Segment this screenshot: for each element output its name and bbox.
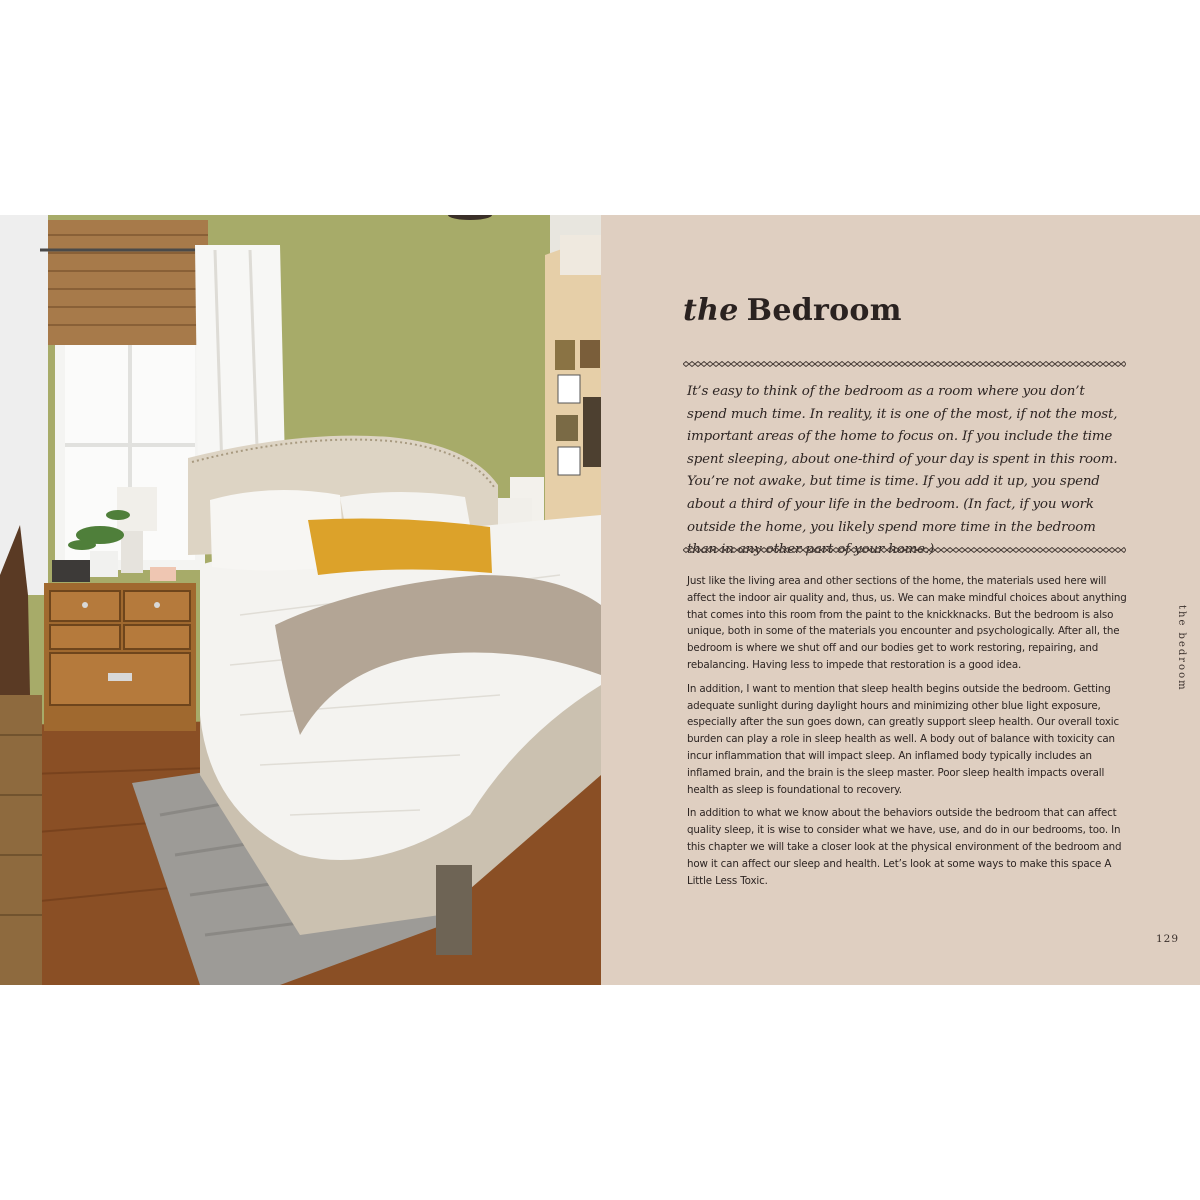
bottom-divider — [683, 547, 1126, 553]
body-paragraph-1: Just like the living area and other sections of the home, the materials used here will affect the indoor air quality and, thus, us. We can make mindful choices about anything that comes into this room from the paint to the knickknacks. But the bedroom is also unique, both in some of the materials you encounter and psychologically. After all, the bedroom is where we shut off and our bodies get to work restoring, repairing, and rebalancing. Having less to impede that restoration is a good idea. — [687, 575, 1127, 671]
body-paragraph-3: In addition to what we know about the behaviors outside the bedroom that can affect quality sleep, it is wise to consider what we have, use, and do in our bedrooms, too. In this chapter we will take a closer look at the physical environment of the bedroom and how it can affect our sleep and health. Let’s look at some ways to make this space A Little Less Toxic. — [687, 807, 1122, 887]
text-page — [601, 215, 1200, 985]
body-paragraph-2: In addition, I want to mention that sleep health begins outside the bedroom. Getting adequate sunlight during daylight hours and minimizing other blue light exposure, especially after the sun goes down, can greatly support sleep health. Our overall toxic burden can play a role in sleep health as well. A body out of balance with toxicity can incur inflammation that will impact sleep. An inflamed body typically includes an inflamed brain, and the brain is the sleep master. Poor sleep health impacts overall health as sleep is foundational to recovery. — [687, 682, 1119, 796]
book-spread — [0, 215, 1200, 985]
bedroom-photo — [0, 215, 601, 985]
title-italic: the — [683, 293, 739, 328]
running-head: the bedroom — [1176, 605, 1187, 692]
page-title — [683, 293, 902, 328]
body-text — [687, 573, 1127, 896]
top-divider — [683, 361, 1126, 367]
intro-paragraph: It’s easy to think of the bedroom as a room where you don’t spend much time. In reality, it is one of the most, if not the most, important areas of the home to focus on. If you include the time spent sleeping, about one-third of your day is spent in this room. You’re not awake, but time is time. If you add it up, you spend about a third of your life in the bedroom. (In fact, if you work outside the home, you likely spend more time in the bedroom than in any other part of your home.) — [687, 384, 1118, 558]
page-number: 129 — [1155, 933, 1179, 945]
title-main: Bedroom — [746, 293, 902, 328]
